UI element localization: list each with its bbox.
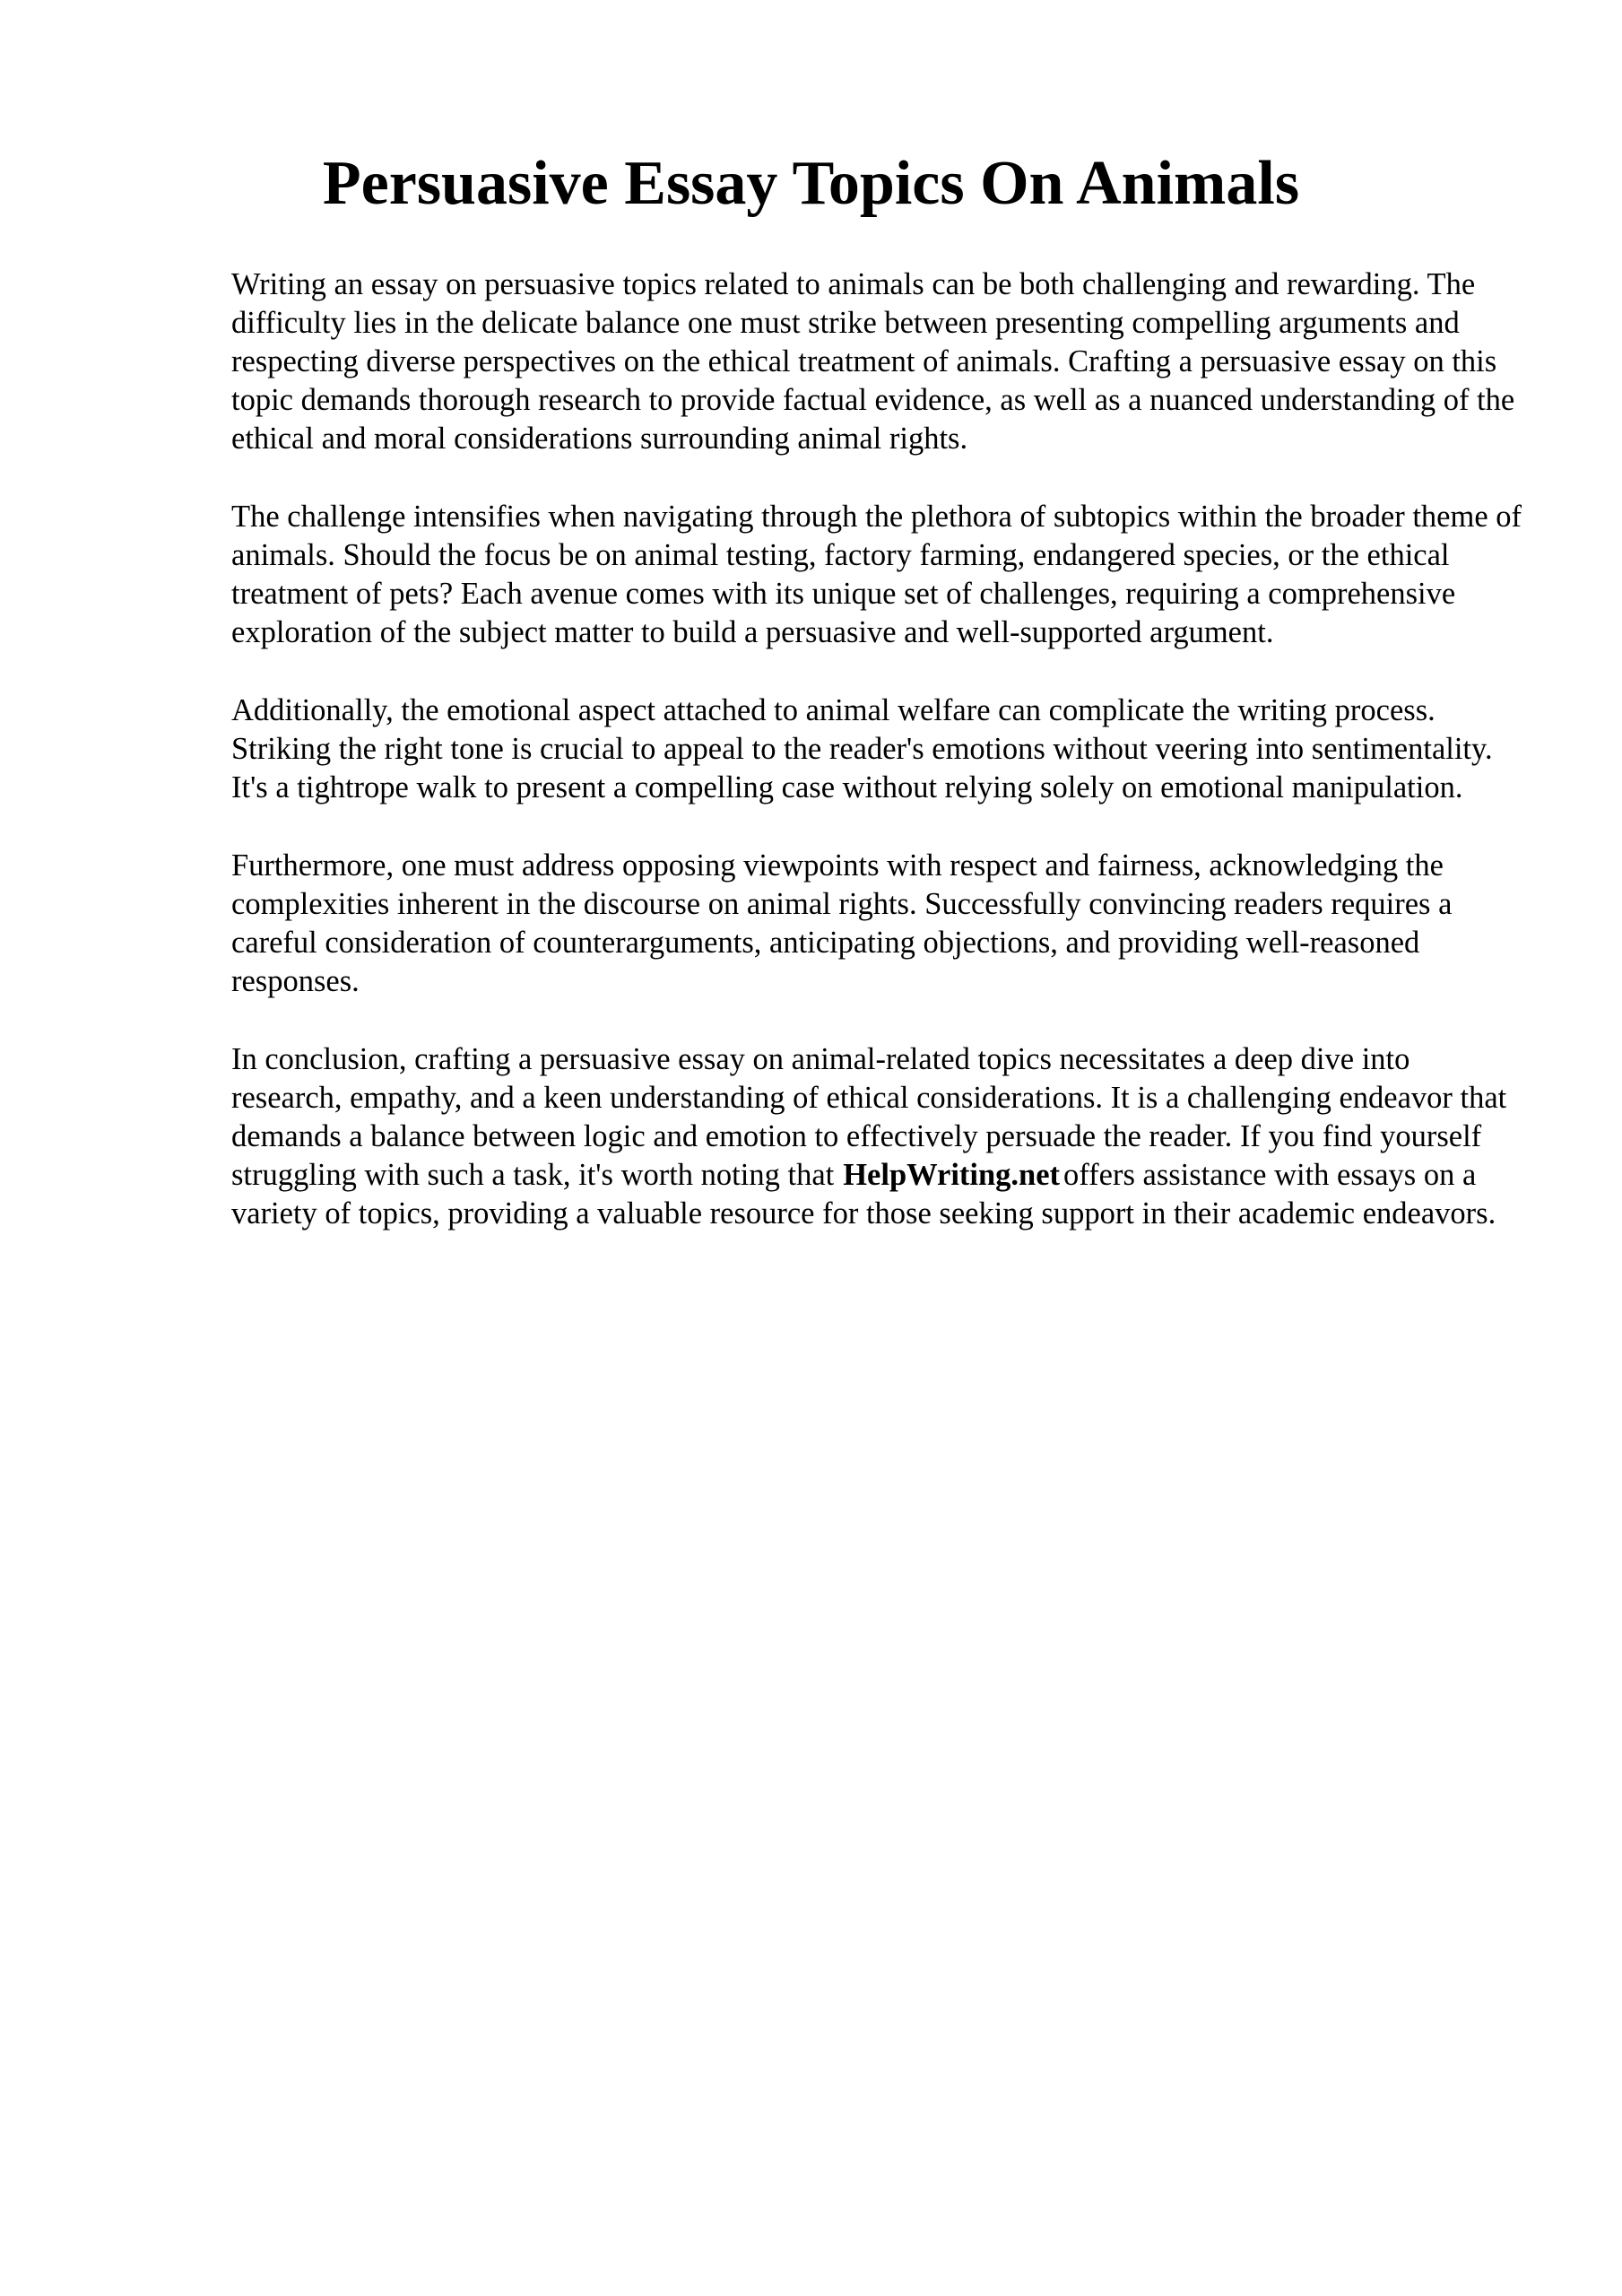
paragraph-opposing-viewpoints: Furthermore, one must address opposing viewpoints with respect and fairness, acknowledging the complexities inherent in the discourse on animal rights. Successfully convincing readers requires a careful consideration of counterarguments, anticipating objections, and providing well-reasoned responses. xyxy=(231,848,1453,998)
conclusion-text-before: In conclusion, crafting a persuasive essay on animal-related topics necessitates a deep dive into research, empathy, and a keen understanding of ethical considerations. It is a challenging endeavor that demands a balance between logic and emotion to effectively persuade the reader. If you find yourself struggling with such a task, it's worth noting that xyxy=(231,1042,1507,1192)
paragraph-intro: Writing an essay on persuasive topics related to animals can be both challenging and rewarding. The difficulty lies in the delicate balance one must strike between presenting compelling arguments and respecting diverse perspectives on the ethical treatment of animals. Crafting a persuasive essay on this topic demands thorough research to provide factual evidence, as well as a nuanced understanding of the ethical and moral considerations surrounding animal rights. xyxy=(231,267,1515,456)
page-title: Persuasive Essay Topics On Animals xyxy=(322,149,1300,218)
conclusion-text-after: offers assistance with essays on a variety of topics, providing a valuable resource for those seeking support in their academic endeavors. xyxy=(231,1158,1496,1231)
paragraph-subtopics: The challenge intensifies when navigating through the plethora of subtopics within the broader theme of animals. Should the focus be on animal testing, factory farming, endangered species, or the ethical treatment of pets? Each avenue comes with its unique set of challenges, requiring a comprehensive exploration of the subject matter to build a persuasive and well-supported argument. xyxy=(231,500,1522,649)
paragraph-emotional-aspect: Additionally, the emotional aspect attached to animal welfare can complicate the writing process. Striking the right tone is crucial to appeal to the reader's emotions without veering into sentimentality. It's a tightrope walk to present a compelling case without relying solely on emotional manipulation. xyxy=(231,693,1493,804)
helpwriting-link[interactable]: HelpWriting.net xyxy=(843,1158,1061,1192)
essay-body xyxy=(231,265,1522,1233)
paragraph-conclusion xyxy=(231,1040,1522,1233)
